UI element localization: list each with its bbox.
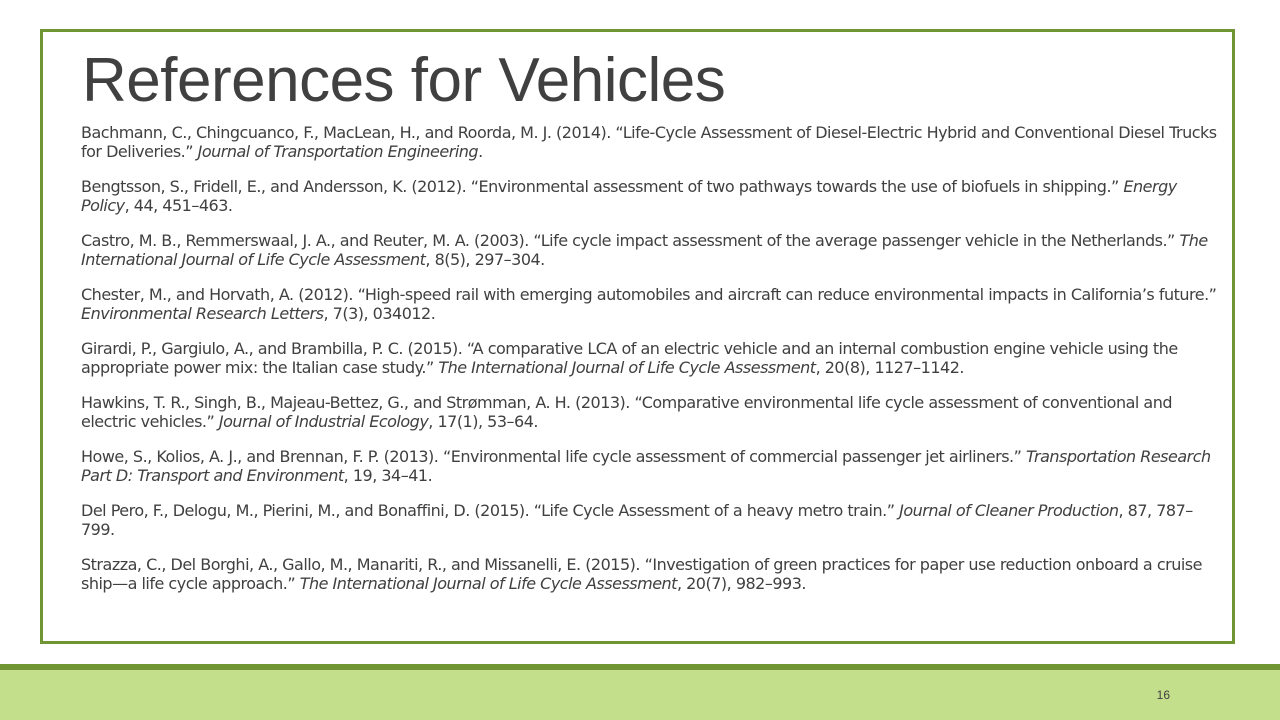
reference-details: , 87, 787–799. (81, 501, 1193, 539)
reference-item (81, 124, 1221, 161)
reference-item (81, 448, 1221, 485)
reference-text: Girardi, P., Gargiulo, A., and Brambilla, P. C. (2015). “A comparative LCA of an electric vehicle and an internal combustion engine vehicle using the appropriate power mix: the Italian case study.” (81, 339, 1178, 377)
reference-item (81, 556, 1221, 593)
reference-details: , 8(5), 297–304. (425, 249, 545, 269)
reference-journal: Journal of Industrial Ecology (218, 411, 429, 431)
reference-text: Castro, M. B., Remmerswaal, J. A., and Reuter, M. A. (2003). “Life cycle impact assessment of the average passenger vehicle in the Netherlands.” (81, 231, 1180, 250)
reference-journal: Energy Policy (81, 177, 1177, 215)
reference-text: Hawkins, T. R., Singh, B., Majeau-Bettez, G., and Strømman, A. H. (2013). “Comparative environmental life cycle assessment of conventional and electric vehicles.” (81, 393, 1173, 431)
reference-text: Bengtsson, S., Fridell, E., and Andersson, K. (2012). “Environmental assessment of two pathways towards the use of biofuels in shipping.” (81, 177, 1124, 196)
reference-list (81, 124, 1221, 610)
reference-item (81, 394, 1221, 431)
reference-journal: The International Journal of Life Cycle Assessment (438, 357, 816, 377)
reference-item (81, 178, 1221, 215)
reference-details: , 19, 34–41. (343, 465, 433, 485)
reference-details: , 20(7), 982–993. (676, 573, 806, 593)
reference-item (81, 340, 1221, 377)
reference-details: , 7(3), 034012. (323, 303, 436, 323)
reference-text: Howe, S., Kolios, A. J., and Brennan, F. P. (2013). “Environmental life cycle assessment of commercial passenger jet airliners.” (81, 447, 1026, 466)
reference-details: , 44, 451–463. (124, 195, 233, 215)
reference-journal: Journal of Cleaner Production (899, 501, 1119, 520)
reference-journal: The International Journal of Life Cycle Assessment (81, 231, 1208, 269)
reference-text: Bachmann, C., Chingcuanco, F., MacLean, H., and Roorda, M. J. (2014). “Life-Cycle Assessment of Diesel-Electric Hybrid and Conventional Diesel Trucks for Deliveries.” (81, 123, 1217, 161)
reference-journal: Transportation Research Part D: Transport and Environment (81, 447, 1211, 485)
page-number: 16 (1156, 688, 1170, 702)
reference-journal: The International Journal of Life Cycle Assessment (299, 573, 677, 593)
reference-journal: Journal of Transportation Engineering (197, 141, 479, 161)
reference-item (81, 286, 1221, 323)
reference-text: Strazza, C., Del Borghi, A., Gallo, M., Manariti, R., and Missanelli, E. (2015). “Investigation of green practices for paper use reduction onboard a cruise ship—a life cycle approach.” (81, 555, 1202, 593)
reference-text: Chester, M., and Horvath, A. (2012). “High-speed rail with emerging automobiles and aircraft can reduce environmental impacts in California’s future.” (81, 285, 1217, 304)
reference-journal: Environmental Research Letters (81, 303, 324, 323)
reference-item (81, 232, 1221, 269)
reference-details: . (478, 141, 483, 161)
reference-item (81, 502, 1221, 539)
reference-text: Del Pero, F., Delogu, M., Pierini, M., and Bonaffini, D. (2015). “Life Cycle Assessment of a heavy metro train.” (81, 501, 900, 520)
reference-details: , 17(1), 53–64. (428, 411, 538, 431)
footer-band (0, 670, 1280, 720)
reference-details: , 20(8), 1127–1142. (815, 357, 964, 377)
slide-title: References for Vehicles (82, 46, 726, 115)
